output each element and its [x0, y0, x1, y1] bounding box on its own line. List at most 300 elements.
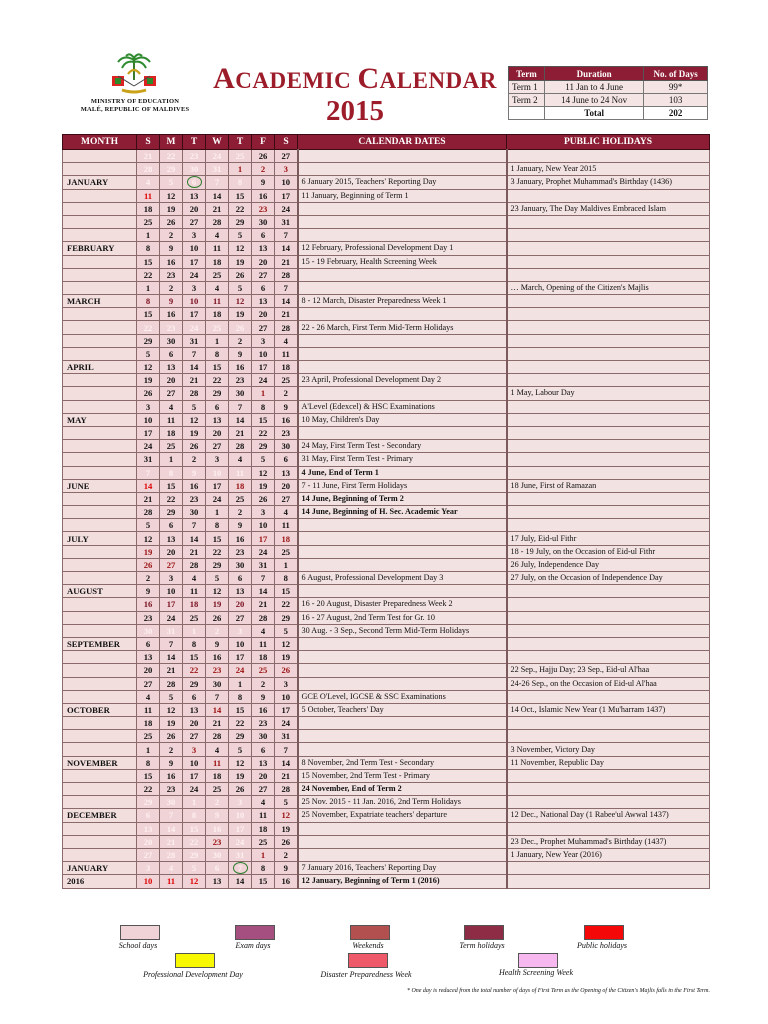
day-cell-thu: 2	[229, 334, 252, 347]
day-cell-sun: 17	[137, 426, 160, 439]
calendar-week-row	[63, 374, 710, 387]
month-label	[63, 281, 137, 294]
calendar-date-entry	[298, 637, 507, 650]
calendar-date-entry: 8 November, 2nd Term Test - Secondary	[298, 756, 507, 769]
calendar-week-row	[63, 703, 710, 716]
day-cell-tue: 17	[183, 769, 206, 782]
month-label	[63, 453, 137, 466]
title-initial-a: A	[213, 62, 236, 95]
day-cell-mon: 12	[160, 703, 183, 716]
day-cell-sun: 22	[137, 783, 160, 796]
calendar-week-row	[63, 519, 710, 532]
legend-swatch	[464, 925, 504, 940]
day-cell-fri: 19	[252, 479, 275, 492]
legend-swatch	[175, 953, 215, 968]
calendar-date-entry: 14 June, Beginning of H. Sec. Academic Year	[298, 506, 507, 519]
day-cell-tue: 15	[183, 822, 206, 835]
day-cell-thu: 5	[229, 229, 252, 242]
day-cell-sat: 7	[275, 229, 298, 242]
day-cell-mon: 22	[160, 492, 183, 505]
day-cell-sat: 28	[275, 321, 298, 334]
day-cell-fri: 26	[252, 150, 275, 163]
day-cell-thu: 27	[229, 611, 252, 624]
day-cell-fri: 9	[252, 176, 275, 189]
day-cell-sun: 16	[137, 598, 160, 611]
day-cell-wed: 21	[206, 202, 229, 215]
public-holiday-entry	[507, 769, 710, 782]
day-cell-wed: 4	[206, 281, 229, 294]
day-cell-sun: 20	[137, 664, 160, 677]
day-cell-mon: 27	[160, 558, 183, 571]
calendar-date-entry: 24 November, End of Term 2	[298, 783, 507, 796]
calendar-week-row	[63, 334, 710, 347]
day-cell-sun: 25	[137, 215, 160, 228]
calendar-week-row	[63, 664, 710, 677]
day-cell-thu: 2	[229, 506, 252, 519]
day-cell-thu: 20	[229, 598, 252, 611]
day-cell-thu: 1	[229, 163, 252, 176]
day-cell-sun: 13	[137, 822, 160, 835]
day-cell-mon: 17	[160, 598, 183, 611]
day-cell-sat: 11	[275, 347, 298, 360]
day-cell-mon: 23	[160, 783, 183, 796]
day-cell-wed: 22	[206, 545, 229, 558]
day-cell-thu: 31	[229, 848, 252, 861]
day-cell-fri: 24	[252, 374, 275, 387]
day-cell-sat: 7	[275, 281, 298, 294]
ministry-emblem-icon	[106, 52, 162, 98]
day-cell-thu: 23	[229, 545, 252, 558]
day-cell-sun: 13	[137, 651, 160, 664]
day-cell-mon: 2	[160, 281, 183, 294]
day-cell-sun: 15	[137, 255, 160, 268]
day-cell-mon: 4	[160, 400, 183, 413]
terms-total-row	[509, 107, 708, 120]
calendar-date-entry	[298, 848, 507, 861]
day-cell-tue: 2	[183, 453, 206, 466]
header-wed: W	[206, 135, 229, 150]
day-cell-tue: 28	[183, 558, 206, 571]
day-cell-sat: 12	[275, 809, 298, 822]
day-cell-fri: 21	[252, 598, 275, 611]
public-holiday-entry: 23 January, The Day Maldives Embraced Islam	[507, 202, 710, 215]
day-cell-tue: 22	[183, 835, 206, 848]
calendar-date-entry	[298, 532, 507, 545]
day-cell-fri: 20	[252, 255, 275, 268]
month-label	[63, 796, 137, 809]
day-cell-wed: 13	[206, 413, 229, 426]
day-cell-wed: 7	[206, 690, 229, 703]
day-cell-mon: 13	[160, 361, 183, 374]
public-holiday-entry: 3 November, Victory Day	[507, 743, 710, 756]
day-cell-thu: 13	[229, 585, 252, 598]
day-cell-fri: 6	[252, 229, 275, 242]
day-cell-thu: 21	[229, 426, 252, 439]
day-cell-wed: 21	[206, 717, 229, 730]
calendar-date-entry	[298, 664, 507, 677]
day-cell-tue: 12	[183, 413, 206, 426]
day-cell-sat: 12	[275, 637, 298, 650]
day-cell-wed: 10	[206, 466, 229, 479]
day-cell-sun: 19	[137, 374, 160, 387]
day-cell-sun: 4	[137, 176, 160, 189]
calendar-date-entry	[298, 822, 507, 835]
month-label	[63, 466, 137, 479]
day-cell-thu: 15	[229, 189, 252, 202]
calendar-week-row	[63, 743, 710, 756]
calendar-date-entry: 11 January, Beginning of Term 1	[298, 189, 507, 202]
public-holiday-entry: 18 - 19 July, on the Occasion of Eid-ul Fithr	[507, 545, 710, 558]
day-cell-thu: 3	[229, 796, 252, 809]
day-cell-fri: 13	[252, 756, 275, 769]
day-cell-mon: 11	[160, 413, 183, 426]
calendar-week-row	[63, 862, 710, 875]
day-cell-mon: 11	[160, 875, 183, 888]
day-cell-sat: 21	[275, 255, 298, 268]
day-cell-tue: 7	[183, 519, 206, 532]
day-cell-sun: 29	[137, 796, 160, 809]
day-cell-sun: 9	[137, 585, 160, 598]
day-cell-thu: 29	[229, 730, 252, 743]
legend-swatch	[235, 925, 275, 940]
calendar-week-row	[63, 835, 710, 848]
month-label: 2016	[63, 875, 137, 888]
day-cell-mon: 21	[160, 835, 183, 848]
day-cell-tue: 1	[183, 624, 206, 637]
day-cell-fri: 24	[252, 545, 275, 558]
day-cell-thu: 19	[229, 308, 252, 321]
day-cell-mon: 20	[160, 545, 183, 558]
calendar-date-entry	[298, 150, 507, 163]
day-cell-tue: 1	[183, 796, 206, 809]
calendar-date-entry: 10 May, Children's Day	[298, 413, 507, 426]
day-cell-sun: 22	[137, 321, 160, 334]
day-cell-wed: 23	[206, 664, 229, 677]
day-cell-tue: 26	[183, 440, 206, 453]
day-cell-sun: 8	[137, 756, 160, 769]
day-cell-tue: 8	[183, 809, 206, 822]
day-cell-tue: 23	[183, 150, 206, 163]
calendar-date-entry	[298, 717, 507, 730]
day-cell-sat: 28	[275, 268, 298, 281]
day-cell-sat: 4	[275, 506, 298, 519]
day-cell-fri: 26	[252, 492, 275, 505]
day-cell-thu: 26	[229, 321, 252, 334]
public-holiday-entry	[507, 862, 710, 875]
public-holiday-entry	[507, 268, 710, 281]
day-cell-sat: 3	[275, 677, 298, 690]
day-cell-mon: 12	[160, 189, 183, 202]
calendar-date-entry: 16 - 20 August, Disaster Preparedness Week 2	[298, 598, 507, 611]
calendar-header-row	[63, 135, 710, 150]
day-cell-fri: 10	[252, 347, 275, 360]
day-cell-fri: 12	[252, 466, 275, 479]
day-cell-tue: 3	[183, 281, 206, 294]
day-cell-sat: 8	[275, 572, 298, 585]
day-cell-tue: 19	[183, 426, 206, 439]
day-cell-wed: 6	[206, 400, 229, 413]
day-cell-mon: 29	[160, 506, 183, 519]
day-cell-tue: 27	[183, 730, 206, 743]
header-thu: T	[229, 135, 252, 150]
public-holiday-entry	[507, 585, 710, 598]
public-holiday-entry	[507, 334, 710, 347]
day-cell-tue: 13	[183, 189, 206, 202]
public-holiday-entry	[507, 374, 710, 387]
day-cell-mon: 16	[160, 308, 183, 321]
calendar-week-row	[63, 229, 710, 242]
footnote: * One day is reduced from the total number of days of First Term as the Opening of the Citizen's Majlis falls in the First Term.	[406, 988, 710, 994]
day-cell-sat: 29	[275, 611, 298, 624]
day-cell-thu: 14	[229, 875, 252, 888]
public-holiday-entry: 24-26 Sep., on the Occasion of Eid-ul Al'haa	[507, 677, 710, 690]
term-days: 99*	[644, 81, 708, 94]
calendar-body	[63, 150, 710, 889]
calendar-week-row	[63, 426, 710, 439]
day-cell-fri: 18	[252, 651, 275, 664]
month-label	[63, 611, 137, 624]
month-label: JANUARY	[63, 176, 137, 189]
calendar-date-entry	[298, 835, 507, 848]
day-cell-thu: 29	[229, 215, 252, 228]
day-cell-sun: 31	[137, 453, 160, 466]
day-cell-wed: 28	[206, 730, 229, 743]
month-label	[63, 624, 137, 637]
legend-label: Exam days	[235, 941, 271, 950]
calendar-week-row	[63, 783, 710, 796]
calendar-week-row	[63, 809, 710, 822]
day-cell-thu: 30	[229, 558, 252, 571]
public-holiday-entry: 1 January, New Year (2016)	[507, 848, 710, 861]
public-holiday-entry	[507, 598, 710, 611]
month-label	[63, 426, 137, 439]
day-cell-wed: 27	[206, 440, 229, 453]
day-cell-fri: 27	[252, 321, 275, 334]
month-label	[63, 835, 137, 848]
calendar-week-row	[63, 308, 710, 321]
day-cell-thu: 28	[229, 440, 252, 453]
day-cell-wed: 8	[206, 347, 229, 360]
day-cell-sat: 24	[275, 202, 298, 215]
month-label	[63, 400, 137, 413]
day-cell-thu: 11	[229, 466, 252, 479]
day-cell-thu: 4	[229, 453, 252, 466]
day-cell-mon: 31	[160, 624, 183, 637]
day-cell-sun: 6	[137, 637, 160, 650]
month-label: JANUARY	[63, 862, 137, 875]
day-cell-wed: 14	[206, 703, 229, 716]
calendar-date-entry	[298, 308, 507, 321]
day-cell-fri: 16	[252, 189, 275, 202]
day-cell-fri: 15	[252, 875, 275, 888]
day-cell-tue: 8	[183, 637, 206, 650]
day-cell-thu: 19	[229, 255, 252, 268]
month-label	[63, 848, 137, 861]
day-cell-fri: 4	[252, 624, 275, 637]
day-cell-fri: 6	[252, 281, 275, 294]
day-cell-fri: 3	[252, 334, 275, 347]
public-holiday-entry: 23 Dec., Prophet Muhammad's Birthday (1437)	[507, 835, 710, 848]
ministry-name	[60, 98, 210, 114]
public-holiday-entry: 14 Oct., Islamic New Year (1 Mu'harram 1437)	[507, 703, 710, 716]
calendar-week-row	[63, 730, 710, 743]
day-cell-sat: 16	[275, 413, 298, 426]
day-cell-sat: 18	[275, 532, 298, 545]
month-label	[63, 545, 137, 558]
day-cell-sat: 7	[275, 743, 298, 756]
day-cell-thu: 10	[229, 637, 252, 650]
day-cell-tue: 7	[183, 347, 206, 360]
day-cell-sun: 22	[137, 268, 160, 281]
calendar-date-entry	[298, 268, 507, 281]
calendar-date-entry: 16 - 27 August, 2nd Term Test for Gr. 10	[298, 611, 507, 624]
day-cell-tue: 13	[183, 703, 206, 716]
day-cell-fri: 22	[252, 426, 275, 439]
day-cell-tue	[183, 176, 206, 189]
month-label	[63, 347, 137, 360]
day-cell-tue: 30	[183, 506, 206, 519]
day-cell-thu: 25	[229, 150, 252, 163]
calendar-week-row	[63, 268, 710, 281]
month-label: AUGUST	[63, 585, 137, 598]
calendar-date-entry	[298, 519, 507, 532]
legend-swatch	[584, 925, 624, 940]
public-holiday-entry: 22 Sep., Hajju Day; 23 Sep., Eid-ul Al'haa	[507, 664, 710, 677]
calendar-date-entry	[298, 677, 507, 690]
day-cell-sat: 26	[275, 835, 298, 848]
day-cell-mon: 9	[160, 756, 183, 769]
day-cell-mon: 1	[160, 453, 183, 466]
day-cell-wed: 3	[206, 453, 229, 466]
day-cell-fri: 20	[252, 308, 275, 321]
day-cell-sat: 19	[275, 822, 298, 835]
day-cell-tue: 21	[183, 374, 206, 387]
day-cell-sun: 5	[137, 347, 160, 360]
header-tue: T	[183, 135, 206, 150]
day-cell-wed: 13	[206, 875, 229, 888]
day-cell-mon: 5	[160, 690, 183, 703]
calendar-week-row	[63, 387, 710, 400]
day-cell-mon: 23	[160, 321, 183, 334]
day-cell-mon: 10	[160, 585, 183, 598]
day-cell-sat: 14	[275, 242, 298, 255]
day-cell-thu: 18	[229, 479, 252, 492]
day-cell-sat: 31	[275, 730, 298, 743]
public-holiday-entry	[507, 624, 710, 637]
day-cell-sat: 20	[275, 479, 298, 492]
day-cell-mon: 9	[160, 295, 183, 308]
calendar-date-entry	[298, 730, 507, 743]
public-holiday-entry	[507, 150, 710, 163]
day-cell-sat: 6	[275, 453, 298, 466]
title-initial-c: C	[357, 62, 380, 95]
day-cell-thu: 12	[229, 756, 252, 769]
day-cell-mon: 27	[160, 387, 183, 400]
public-holiday-entry: 17 July, Eid-ul Fithr	[507, 532, 710, 545]
day-cell-sat: 16	[275, 875, 298, 888]
month-label	[63, 492, 137, 505]
month-label	[63, 730, 137, 743]
day-cell-tue: 5	[183, 862, 206, 875]
day-cell-tue: 9	[183, 466, 206, 479]
header-month: MONTH	[63, 135, 137, 150]
day-cell-thu: 15	[229, 703, 252, 716]
public-holiday-entry	[507, 690, 710, 703]
public-holiday-entry	[507, 308, 710, 321]
day-cell-thu: 12	[229, 295, 252, 308]
day-cell-wed: 4	[206, 743, 229, 756]
day-cell-sun: 18	[137, 202, 160, 215]
page-year: 2015	[326, 95, 384, 127]
title-rest-c: ALENDAR	[379, 68, 497, 93]
day-cell-sun: 2	[137, 572, 160, 585]
month-label	[63, 255, 137, 268]
calendar-date-entry: GCE O'Level, IGCSE & SSC Examinations	[298, 690, 507, 703]
day-cell-wed: 28	[206, 215, 229, 228]
public-holiday-entry	[507, 506, 710, 519]
day-cell-mon: 16	[160, 769, 183, 782]
month-label	[63, 506, 137, 519]
day-cell-sun: 3	[137, 400, 160, 413]
legend-swatch	[120, 925, 160, 940]
day-cell-fri: 11	[252, 809, 275, 822]
day-cell-mon: 29	[160, 163, 183, 176]
day-cell-thu: 26	[229, 268, 252, 281]
public-holiday-entry	[507, 637, 710, 650]
calendar-week-row	[63, 572, 710, 585]
day-cell-wed: 26	[206, 611, 229, 624]
day-cell-mon: 16	[160, 255, 183, 268]
day-cell-fri: 6	[252, 743, 275, 756]
calendar-date-entry: 7 January 2016, Teachers' Reporting Day	[298, 862, 507, 875]
day-cell-sun: 24	[137, 440, 160, 453]
terms-header-term: Term	[509, 67, 545, 81]
page-title	[205, 62, 505, 96]
public-holiday-entry	[507, 466, 710, 479]
day-cell-mon: 22	[160, 150, 183, 163]
month-label	[63, 558, 137, 571]
day-cell-mon: 2	[160, 229, 183, 242]
day-cell-sun: 15	[137, 308, 160, 321]
day-cell-tue: 17	[183, 308, 206, 321]
public-holiday-entry	[507, 413, 710, 426]
day-cell-wed: 25	[206, 268, 229, 281]
day-cell-sun: 7	[137, 466, 160, 479]
calendar-date-entry: 14 June, Beginning of Term 2	[298, 492, 507, 505]
day-cell-tue: 15	[183, 651, 206, 664]
month-label	[63, 717, 137, 730]
legend-swatch	[350, 925, 390, 940]
day-cell-mon: 9	[160, 242, 183, 255]
public-holiday-entry: 12 Dec., National Day (1 Rabee'ul Awwal 1437)	[507, 809, 710, 822]
day-cell-thu: 9	[229, 519, 252, 532]
day-cell-tue: 29	[183, 677, 206, 690]
day-cell-wed: 20	[206, 426, 229, 439]
day-cell-thu: 17	[229, 651, 252, 664]
day-cell-thu: 16	[229, 532, 252, 545]
day-cell-mon: 28	[160, 677, 183, 690]
day-cell-thu: 8	[229, 176, 252, 189]
day-cell-sat: 27	[275, 492, 298, 505]
day-cell-wed: 31	[206, 163, 229, 176]
public-holiday-entry	[507, 255, 710, 268]
day-cell-thu: 22	[229, 202, 252, 215]
day-cell-tue: 18	[183, 598, 206, 611]
day-cell-mon: 3	[160, 572, 183, 585]
calendar-date-entry	[298, 281, 507, 294]
day-cell-fri: 27	[252, 268, 275, 281]
day-cell-mon: 5	[160, 176, 183, 189]
